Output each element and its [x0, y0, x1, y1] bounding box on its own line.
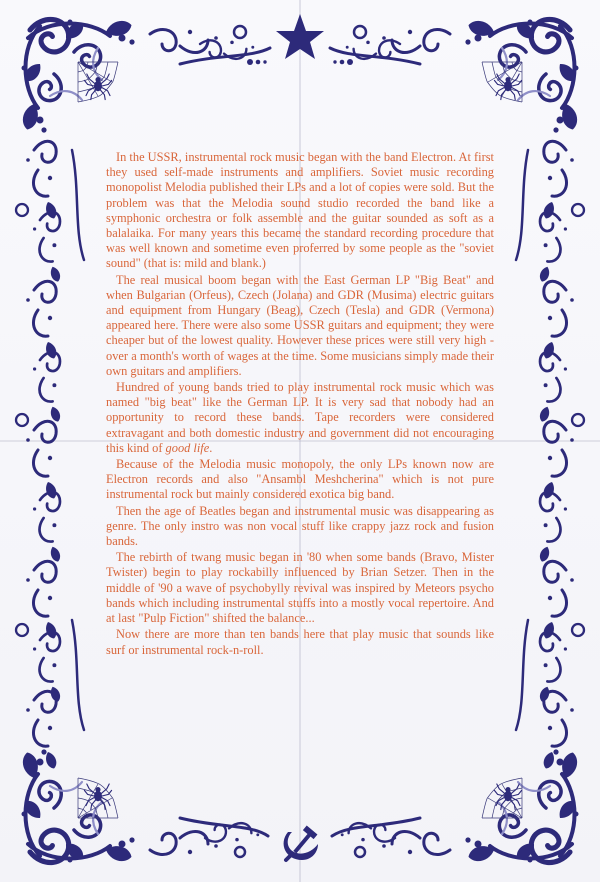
star-icon: [276, 14, 324, 59]
paragraph-electron: In the USSR, instrumental rock music began with the band Electron. At first they used self-made instruments and amplifiers. Soviet music recording monopolist Melodia published their LPs and a lot of copies were sold. But the problem was that the Melodia sound studio recorded the band like a symphonic orchestra or folk assemble and the guitar sounded as soft as a balalaika. For many years this became the standard recording procedure that was well known and sometime even proferred by some people as the "soviet sound" (that is: mild and blank.): [106, 150, 494, 271]
paragraph-beatles: Then the age of Beatles began and instrumental music was disappearing as genre. The only instro was non vocal stuff like crappy jazz rock and fusion bands.: [106, 503, 494, 549]
corner-ornament-bottom-right: [465, 749, 579, 863]
corner-ornament-bottom-left: [20, 749, 134, 863]
spider-web-top-right: [482, 62, 522, 102]
bottom-border-band: [150, 818, 450, 857]
corner-ornament-top-right: [465, 18, 579, 132]
paragraph-big-beat: The real musical boom began with the East German LP "Big Beat" and when Bulgarian (Orfeus), Czech (Jolana) and GDR (Musima) electric guitars and equipment from Hungary (Beag), Czech (Tesla) and GDR (Vermona) appeared here. There were also some USSR guitars and equipment; they were cheaper but of the lowest quality. However these prices were still very high - over a month's worth of wages at the time. Some musicians simply made their own guitars and amplifiers.: [106, 272, 494, 378]
paragraph-melodia-monopoly: Because of the Melodia music monopoly, the only LPs known now are Electron records and also "Ansambl Meshcherina" which is not pure instrumental rock but mainly considered exotica big band.: [106, 457, 494, 502]
spider-web-bottom-right: [482, 778, 522, 818]
paragraph-young-bands-text: Hundred of young bands tried to play instrumental rock music which was named "big beat" like the German LP. It is very sad that nobody had an opportunity to record these bands. Tape recorders were considered extravagant and both domestic industry and government did not encouraging this kind of: [106, 380, 494, 455]
paragraph-twang-rebirth: The rebirth of twang music began in '80 when some bands (Bravo, Mister Twister) begin to play rockabilly influenced by Brian Setzer. Then in the middle of '90 a wave of psychobylly revival was inspired by Meteors psycho bands which including instrumental stuffs into a mostly vocal repertoire. And at last "Pulp Fiction" shifted the balance...: [106, 550, 494, 626]
right-border-band: [516, 141, 584, 770]
hammer-and-sickle-icon: [284, 826, 318, 860]
spider-web-bottom-left: [78, 778, 118, 818]
paragraph-young-bands: [106, 380, 494, 456]
corner-ornament-top-left: [20, 18, 134, 132]
article-body: [106, 150, 494, 659]
paragraph-young-bands-end: .: [209, 440, 213, 455]
spider-web-top-left: [78, 62, 118, 102]
left-border-band: [16, 141, 84, 770]
paragraph-now: Now there are more than ten bands here that play music that sounds like surf or instrumental rock-n-roll.: [106, 627, 494, 657]
emphasis-good-life: good life: [165, 440, 210, 455]
